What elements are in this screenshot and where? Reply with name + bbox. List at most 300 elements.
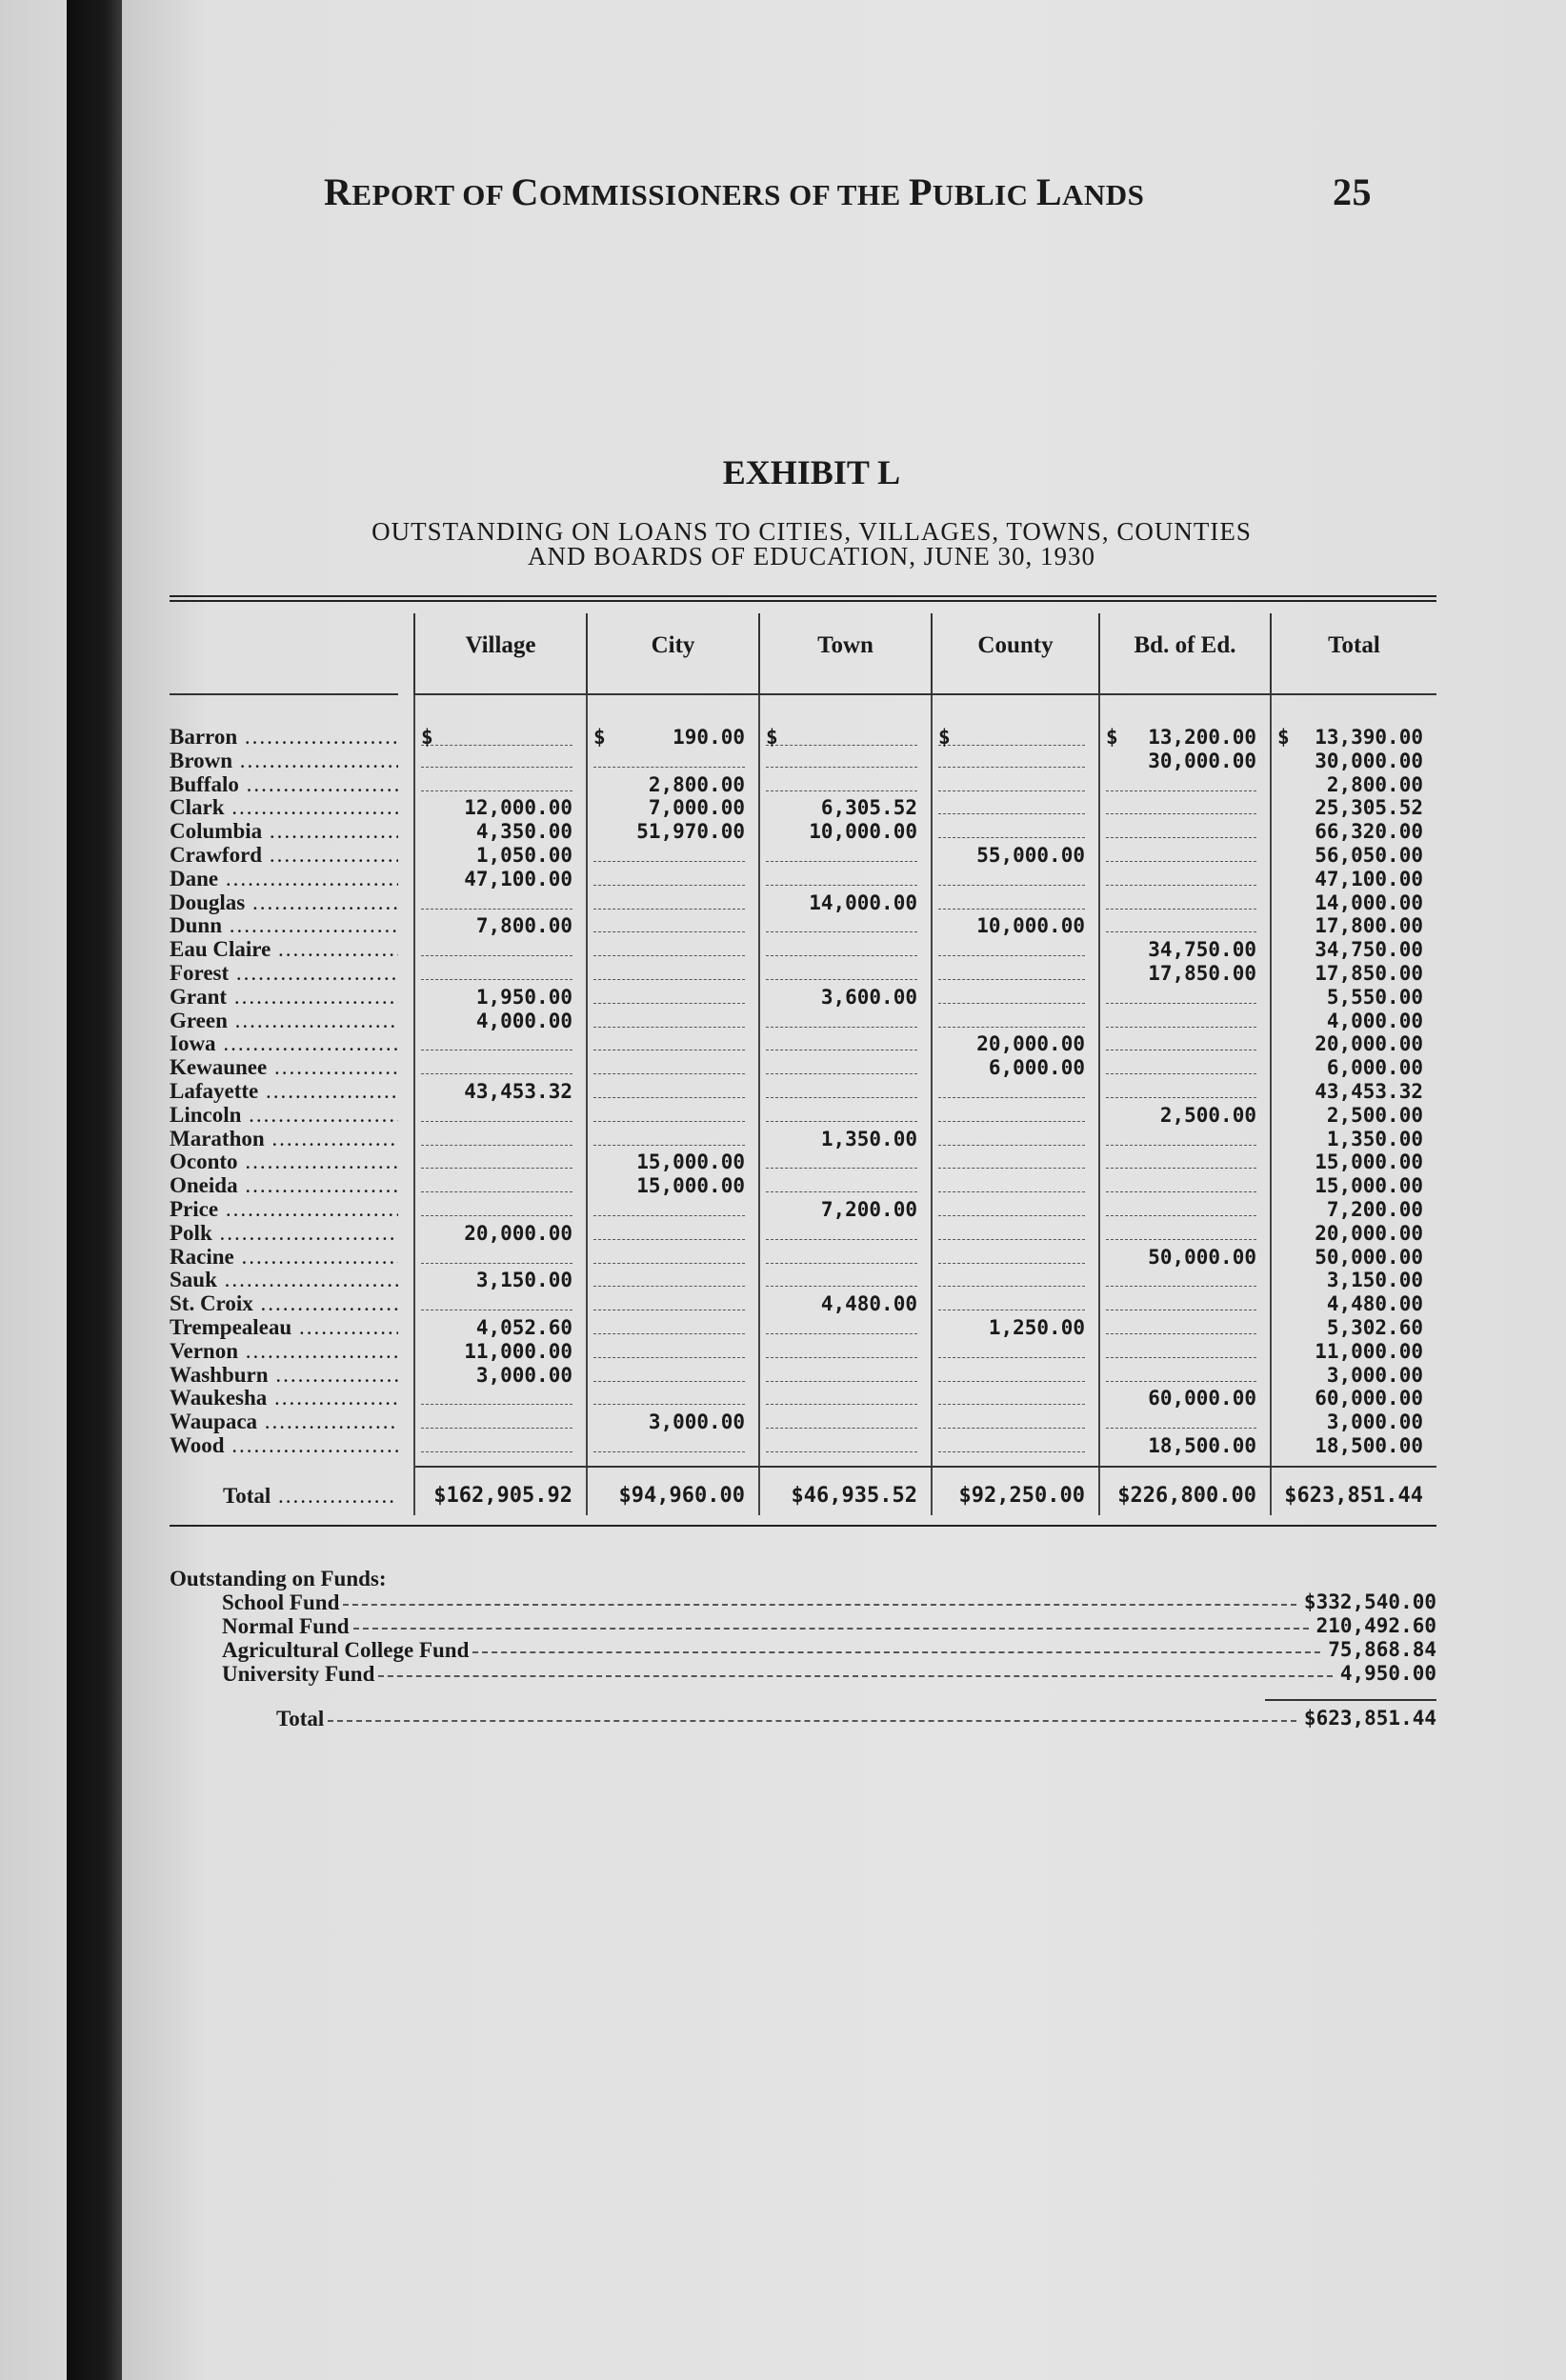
cell-bd-of-ed: 2,500.00 <box>1159 1103 1256 1127</box>
county-name: Crawford ..... <box>170 844 398 867</box>
subtitle-line-1: OUTSTANDING ON LOANS TO CITIES, VILLAGES, TOWNS, COUNTIES <box>371 517 1252 546</box>
fund-value: 210,492.60 <box>1315 1614 1436 1637</box>
table-row <box>170 1056 1436 1080</box>
col-header-total: Total <box>1328 632 1380 658</box>
cell-city: 51,970.00 <box>636 820 745 844</box>
cell-county <box>938 868 1085 886</box>
cell-total: 56,050.00 <box>1315 843 1423 867</box>
outstanding-funds <box>170 1567 1436 1730</box>
cell-bd-of-ed: $ 13,200.00 <box>1106 726 1256 749</box>
cell-total: 3,000.00 <box>1326 1363 1423 1387</box>
cell-village: 4,000.00 <box>475 1009 572 1032</box>
cell-town <box>766 938 917 956</box>
table-row <box>170 1198 1436 1222</box>
cell-total: 7,200.00 <box>1326 1197 1423 1221</box>
county-name: Green ..... <box>170 1010 398 1032</box>
fund-label: Normal Fund <box>222 1614 350 1638</box>
cell-bd-of-ed <box>1106 1080 1256 1098</box>
cell-village: 3,150.00 <box>475 1269 572 1292</box>
county-name: Marathon ..... <box>170 1128 398 1150</box>
total-row <box>170 1468 1436 1525</box>
cell-bd-of-ed <box>1106 820 1256 838</box>
cell-village <box>421 1434 572 1452</box>
cell-bd-of-ed <box>1106 868 1256 886</box>
table-row <box>170 1104 1436 1128</box>
county-name: Trempealeau ..... <box>170 1316 398 1339</box>
county-name: Price ..... <box>170 1198 398 1221</box>
cell-village: 43,453.32 <box>464 1079 572 1103</box>
col-header-town: Town <box>817 632 873 658</box>
cell-total: 30,000.00 <box>1315 749 1423 772</box>
cell-bd-of-ed <box>1106 1364 1256 1382</box>
total-label: Total ..... <box>223 1468 394 1525</box>
county-name: Buffalo ..... <box>170 773 398 796</box>
cell-bd-of-ed <box>1106 1174 1256 1192</box>
county-name: Grant ..... <box>170 986 398 1009</box>
cell-bd-of-ed <box>1106 1269 1256 1287</box>
cell-village <box>421 773 572 791</box>
cell-bd-of-ed: 30,000.00 <box>1148 749 1256 772</box>
cell-city <box>593 1340 745 1358</box>
county-name: Dunn ..... <box>170 914 398 937</box>
fund-value: 4,950.00 <box>1339 1662 1436 1685</box>
cell-total: 15,000.00 <box>1315 1150 1423 1174</box>
table-row <box>170 986 1436 1010</box>
cell-village <box>421 1032 572 1050</box>
cell-city <box>593 1198 745 1216</box>
exhibit-title: EXHIBIT L <box>722 453 901 491</box>
page-number: 25 <box>1333 170 1372 213</box>
cell-city <box>593 938 745 956</box>
cell-town <box>766 773 917 791</box>
cell-bd-of-ed <box>1106 1198 1256 1216</box>
county-name: St. Croix ..... <box>170 1292 398 1315</box>
cell-county <box>938 1174 1085 1192</box>
cell-total: 25,305.52 <box>1315 796 1423 820</box>
cell-town <box>766 1269 917 1287</box>
cell-village <box>421 1174 572 1192</box>
cell-city <box>593 1010 745 1028</box>
cell-city <box>593 1104 745 1122</box>
subtitle-line-2: AND BOARDS OF EDUCATION, JUNE 30, 1930 <box>527 542 1096 570</box>
cell-village <box>421 1128 572 1146</box>
cell-town: $46,935.52 <box>791 1483 917 1508</box>
cell-town: 1,350.00 <box>820 1127 917 1150</box>
col-header-city: City <box>651 632 695 658</box>
cell-city <box>593 1364 745 1382</box>
cell-county: 55,000.00 <box>976 843 1085 867</box>
cell-bd-of-ed: 17,850.00 <box>1148 961 1256 985</box>
county-name: Lafayette ..... <box>170 1080 398 1103</box>
cell-town: $ <box>766 726 917 746</box>
cell-town <box>766 1316 917 1334</box>
cell-county <box>938 962 1085 980</box>
cell-total: 66,320.00 <box>1315 820 1423 844</box>
table-bottom-rule <box>170 1525 1436 1527</box>
cell-total: 34,750.00 <box>1315 938 1423 962</box>
table-row <box>170 1032 1436 1056</box>
table-row <box>170 1364 1436 1388</box>
cell-city <box>593 1056 745 1074</box>
cell-bd-of-ed <box>1106 1410 1256 1429</box>
cell-total: 43,453.32 <box>1315 1079 1423 1103</box>
county-name: Dane ..... <box>170 868 398 890</box>
cell-city: 15,000.00 <box>636 1174 745 1198</box>
table-row <box>170 750 1436 773</box>
fund-row <box>170 1590 1436 1614</box>
cell-village: 1,050.00 <box>475 843 572 867</box>
cell-county: $ <box>938 726 1085 746</box>
cell-village <box>421 1292 572 1310</box>
cell-town <box>766 1056 917 1074</box>
cell-total: 1,350.00 <box>1326 1127 1423 1150</box>
table-row <box>170 1246 1436 1270</box>
cell-city <box>593 962 745 980</box>
cell-bd-of-ed <box>1106 1340 1256 1358</box>
cell-town: 6,305.52 <box>820 796 917 820</box>
col-header-village: Village <box>465 632 536 658</box>
cell-bd-of-ed: 18,500.00 <box>1148 1433 1256 1457</box>
cell-bd-of-ed: $226,800.00 <box>1117 1483 1256 1508</box>
cell-city: $94,960.00 <box>618 1483 745 1508</box>
table-row <box>170 962 1436 986</box>
cell-city <box>593 891 745 910</box>
cell-county: 1,250.00 <box>988 1315 1085 1339</box>
cell-village <box>421 1150 572 1169</box>
funds-total-value: $623,851.44 <box>1303 1707 1436 1730</box>
cell-bd-of-ed <box>1106 891 1256 910</box>
cell-village: 4,350.00 <box>475 820 572 844</box>
cell-city <box>593 1080 745 1098</box>
fund-row <box>170 1638 1436 1662</box>
fund-label: School Fund <box>222 1590 340 1614</box>
funds-total-label: Total <box>276 1707 325 1730</box>
table-row <box>170 1128 1436 1151</box>
cell-city: 3,000.00 <box>648 1410 745 1434</box>
cell-county <box>938 986 1085 1004</box>
cell-total: 20,000.00 <box>1315 1032 1423 1056</box>
cell-bd-of-ed <box>1106 1150 1256 1169</box>
cell-total: 60,000.00 <box>1315 1387 1423 1410</box>
table-row <box>170 914 1436 938</box>
table-subtitle <box>0 519 1566 569</box>
cell-village <box>421 1410 572 1429</box>
cell-village <box>421 1056 572 1074</box>
cell-total: 15,000.00 <box>1315 1174 1423 1198</box>
county-name: Vernon ..... <box>170 1340 398 1363</box>
cell-bd-of-ed <box>1106 796 1256 814</box>
cell-total: $623,851.44 <box>1284 1483 1423 1508</box>
cell-county <box>938 1340 1085 1358</box>
county-name: Clark ..... <box>170 796 398 819</box>
cell-total: 5,302.60 <box>1326 1315 1423 1339</box>
cell-total: $ 13,390.00 <box>1277 726 1423 749</box>
cell-village <box>421 1246 572 1264</box>
cell-total: 50,000.00 <box>1315 1245 1423 1269</box>
cell-town <box>766 844 917 862</box>
cell-county <box>938 891 1085 910</box>
cell-total: 4,000.00 <box>1326 1009 1423 1032</box>
cell-village: 1,950.00 <box>475 985 572 1009</box>
cell-bd-of-ed <box>1106 1128 1256 1146</box>
cell-village: $162,905.92 <box>433 1483 572 1508</box>
page-margin-left <box>0 0 67 2380</box>
cell-total: 11,000.00 <box>1315 1339 1423 1363</box>
column-divider <box>1270 695 1272 1515</box>
cell-total: 17,800.00 <box>1315 914 1423 938</box>
column-divider <box>413 695 415 1515</box>
cell-village <box>421 1104 572 1122</box>
cell-village: 4,052.60 <box>475 1315 572 1339</box>
table-row <box>170 773 1436 797</box>
cell-town <box>766 1032 917 1050</box>
cell-city <box>593 750 745 768</box>
cell-town <box>766 1174 917 1192</box>
table-row <box>170 1340 1436 1364</box>
county-name: Washburn ..... <box>170 1364 398 1387</box>
cell-town <box>766 1010 917 1028</box>
funds-heading: Outstanding on Funds: <box>170 1567 387 1590</box>
cell-village <box>421 891 572 910</box>
fund-value: $332,540.00 <box>1303 1590 1436 1613</box>
column-divider <box>758 695 760 1515</box>
cell-village <box>421 938 572 956</box>
cell-city: 7,000.00 <box>648 796 745 820</box>
cell-city <box>593 914 745 932</box>
cell-city: 15,000.00 <box>636 1150 745 1174</box>
cell-town: 14,000.00 <box>809 890 917 914</box>
cell-total: 4,480.00 <box>1326 1292 1423 1316</box>
cell-city <box>593 1128 745 1146</box>
county-name: Oneida ..... <box>170 1174 398 1197</box>
cell-bd-of-ed <box>1106 773 1256 791</box>
col-header-county: County <box>977 632 1054 658</box>
cell-county: 10,000.00 <box>976 914 1085 938</box>
cell-bd-of-ed: 34,750.00 <box>1148 938 1256 962</box>
table-row <box>170 868 1436 891</box>
county-name: Lincoln ..... <box>170 1104 398 1127</box>
cell-county: $92,250.00 <box>958 1483 1085 1508</box>
cell-bd-of-ed <box>1106 1056 1256 1074</box>
cell-county <box>938 1434 1085 1452</box>
cell-town: 3,600.00 <box>820 985 917 1009</box>
running-title: REPORT OF COMMISSIONERS OF THE PUBLIC LANDS <box>324 170 1145 213</box>
cell-town <box>766 1104 917 1122</box>
cell-town <box>766 1080 917 1098</box>
county-name: Brown ..... <box>170 750 398 772</box>
cell-village <box>421 1387 572 1405</box>
county-name: Racine ..... <box>170 1246 398 1269</box>
fund-value: 75,868.84 <box>1328 1638 1436 1661</box>
county-name: Waukesha ..... <box>170 1387 398 1410</box>
fund-row <box>170 1614 1436 1638</box>
cell-bd-of-ed: 60,000.00 <box>1148 1387 1256 1410</box>
county-name: Iowa ..... <box>170 1032 398 1055</box>
funds-total-rule <box>1265 1699 1436 1701</box>
cell-county: 20,000.00 <box>976 1032 1085 1056</box>
cell-village <box>421 1198 572 1216</box>
cell-city <box>593 1222 745 1240</box>
cell-town: 10,000.00 <box>809 820 917 844</box>
county-name: Polk ..... <box>170 1222 398 1245</box>
leader-dots <box>472 1651 1320 1653</box>
cell-bd-of-ed <box>1106 1292 1256 1310</box>
cell-county: 6,000.00 <box>988 1056 1085 1080</box>
cell-village: 3,000.00 <box>475 1363 572 1387</box>
cell-town: 4,480.00 <box>820 1292 917 1316</box>
running-header <box>324 170 1372 214</box>
table-row <box>170 726 1436 750</box>
cell-city <box>593 1269 745 1287</box>
cell-bd-of-ed <box>1106 986 1256 1004</box>
cell-bd-of-ed <box>1106 1316 1256 1334</box>
cell-city <box>593 1292 745 1310</box>
county-name: Barron ..... <box>170 726 398 749</box>
cell-city <box>593 986 745 1004</box>
cell-county <box>938 1198 1085 1216</box>
cell-town <box>766 1222 917 1240</box>
cell-county <box>938 1150 1085 1169</box>
cell-county <box>938 796 1085 814</box>
cell-town <box>766 1410 917 1429</box>
cell-total: 47,100.00 <box>1315 867 1423 890</box>
cell-total: 6,000.00 <box>1326 1056 1423 1080</box>
cell-town <box>766 750 917 768</box>
cell-county <box>938 1364 1085 1382</box>
cell-bd-of-ed <box>1106 1010 1256 1028</box>
table-header <box>170 602 1436 695</box>
cell-town <box>766 914 917 932</box>
cell-county <box>938 1010 1085 1028</box>
table-row <box>170 844 1436 868</box>
table-row <box>170 891 1436 915</box>
table-row <box>170 1434 1436 1458</box>
column-divider <box>931 695 933 1515</box>
cell-county <box>938 1292 1085 1310</box>
cell-city <box>593 1032 745 1050</box>
cell-bd-of-ed <box>1106 844 1256 862</box>
col-header-bd-of-ed: Bd. of Ed. <box>1134 632 1236 658</box>
cell-town <box>766 1246 917 1264</box>
cell-village: 20,000.00 <box>464 1221 572 1245</box>
county-name: Kewaunee ..... <box>170 1056 398 1079</box>
funds-total-row <box>170 1707 1436 1730</box>
cell-total: 18,500.00 <box>1315 1433 1423 1457</box>
cell-village: 11,000.00 <box>464 1339 572 1363</box>
table-row <box>170 1174 1436 1198</box>
cell-county <box>938 1128 1085 1146</box>
leader-dots <box>353 1628 1309 1630</box>
table-row <box>170 1410 1436 1434</box>
county-name: Douglas ..... <box>170 891 398 914</box>
table-row <box>170 820 1436 844</box>
county-name: Eau Claire ..... <box>170 938 398 961</box>
county-name: Columbia ..... <box>170 820 398 843</box>
table-row <box>170 1316 1436 1340</box>
table-row <box>170 938 1436 962</box>
cell-city <box>593 1434 745 1452</box>
county-name: Wood ..... <box>170 1434 398 1457</box>
cell-city <box>593 868 745 886</box>
cell-bd-of-ed <box>1106 1222 1256 1240</box>
table-row <box>170 1080 1436 1104</box>
cell-village: 47,100.00 <box>464 867 572 890</box>
cell-county <box>938 1080 1085 1098</box>
county-name: Waupaca ..... <box>170 1410 398 1433</box>
table-total-row <box>170 1468 1436 1525</box>
leader-dots <box>378 1675 1332 1677</box>
cell-bd-of-ed <box>1106 1032 1256 1050</box>
county-name: Sauk ..... <box>170 1269 398 1291</box>
cell-total: 2,500.00 <box>1326 1103 1423 1127</box>
cell-city: 2,800.00 <box>648 772 745 796</box>
book-spine <box>67 0 122 2380</box>
county-name: Forest ..... <box>170 962 398 985</box>
cell-total: 20,000.00 <box>1315 1221 1423 1245</box>
cell-total: 3,150.00 <box>1326 1269 1423 1292</box>
cell-city <box>593 1246 745 1264</box>
cell-city <box>593 844 745 862</box>
fund-label: Agricultural College Fund <box>222 1638 470 1662</box>
cell-town: 7,200.00 <box>820 1197 917 1221</box>
cell-county <box>938 820 1085 838</box>
table-row <box>170 1150 1436 1174</box>
table-top-rule <box>170 595 1436 602</box>
cell-county <box>938 750 1085 768</box>
cell-total: 3,000.00 <box>1326 1410 1423 1434</box>
column-divider <box>586 695 588 1515</box>
table-body <box>170 695 1436 1468</box>
column-divider <box>1098 695 1100 1515</box>
cell-total: 17,850.00 <box>1315 961 1423 985</box>
cell-town <box>766 868 917 886</box>
cell-village: 7,800.00 <box>475 914 572 938</box>
cell-town <box>766 962 917 980</box>
cell-bd-of-ed: 50,000.00 <box>1148 1245 1256 1269</box>
cell-county <box>938 1269 1085 1287</box>
cell-total: 5,550.00 <box>1326 985 1423 1009</box>
table-row <box>170 1387 1436 1410</box>
cell-bd-of-ed <box>1106 914 1256 932</box>
cell-city: $ 190.00 <box>593 726 745 749</box>
cell-city <box>593 1316 745 1334</box>
cell-total: 2,800.00 <box>1326 772 1423 796</box>
table-row <box>170 1292 1436 1316</box>
cell-total: 14,000.00 <box>1315 890 1423 914</box>
cell-village <box>421 962 572 980</box>
leader-dots <box>328 1720 1296 1722</box>
cell-county <box>938 938 1085 956</box>
cell-county <box>938 1104 1085 1122</box>
fund-label: University Fund <box>222 1662 375 1686</box>
loans-table <box>170 595 1436 1527</box>
cell-village: $ <box>421 726 572 746</box>
cell-town <box>766 1340 917 1358</box>
cell-county <box>938 1246 1085 1264</box>
cell-town <box>766 1364 917 1382</box>
table-row <box>170 1269 1436 1292</box>
county-name: Oconto ..... <box>170 1150 398 1173</box>
cell-town <box>766 1434 917 1452</box>
table-row <box>170 796 1436 820</box>
cell-county <box>938 1387 1085 1405</box>
cell-town <box>766 1387 917 1405</box>
table-row <box>170 1010 1436 1033</box>
fund-row <box>170 1662 1436 1686</box>
table-row <box>170 1222 1436 1246</box>
cell-town <box>766 1150 917 1169</box>
leader-dots <box>343 1604 1296 1606</box>
